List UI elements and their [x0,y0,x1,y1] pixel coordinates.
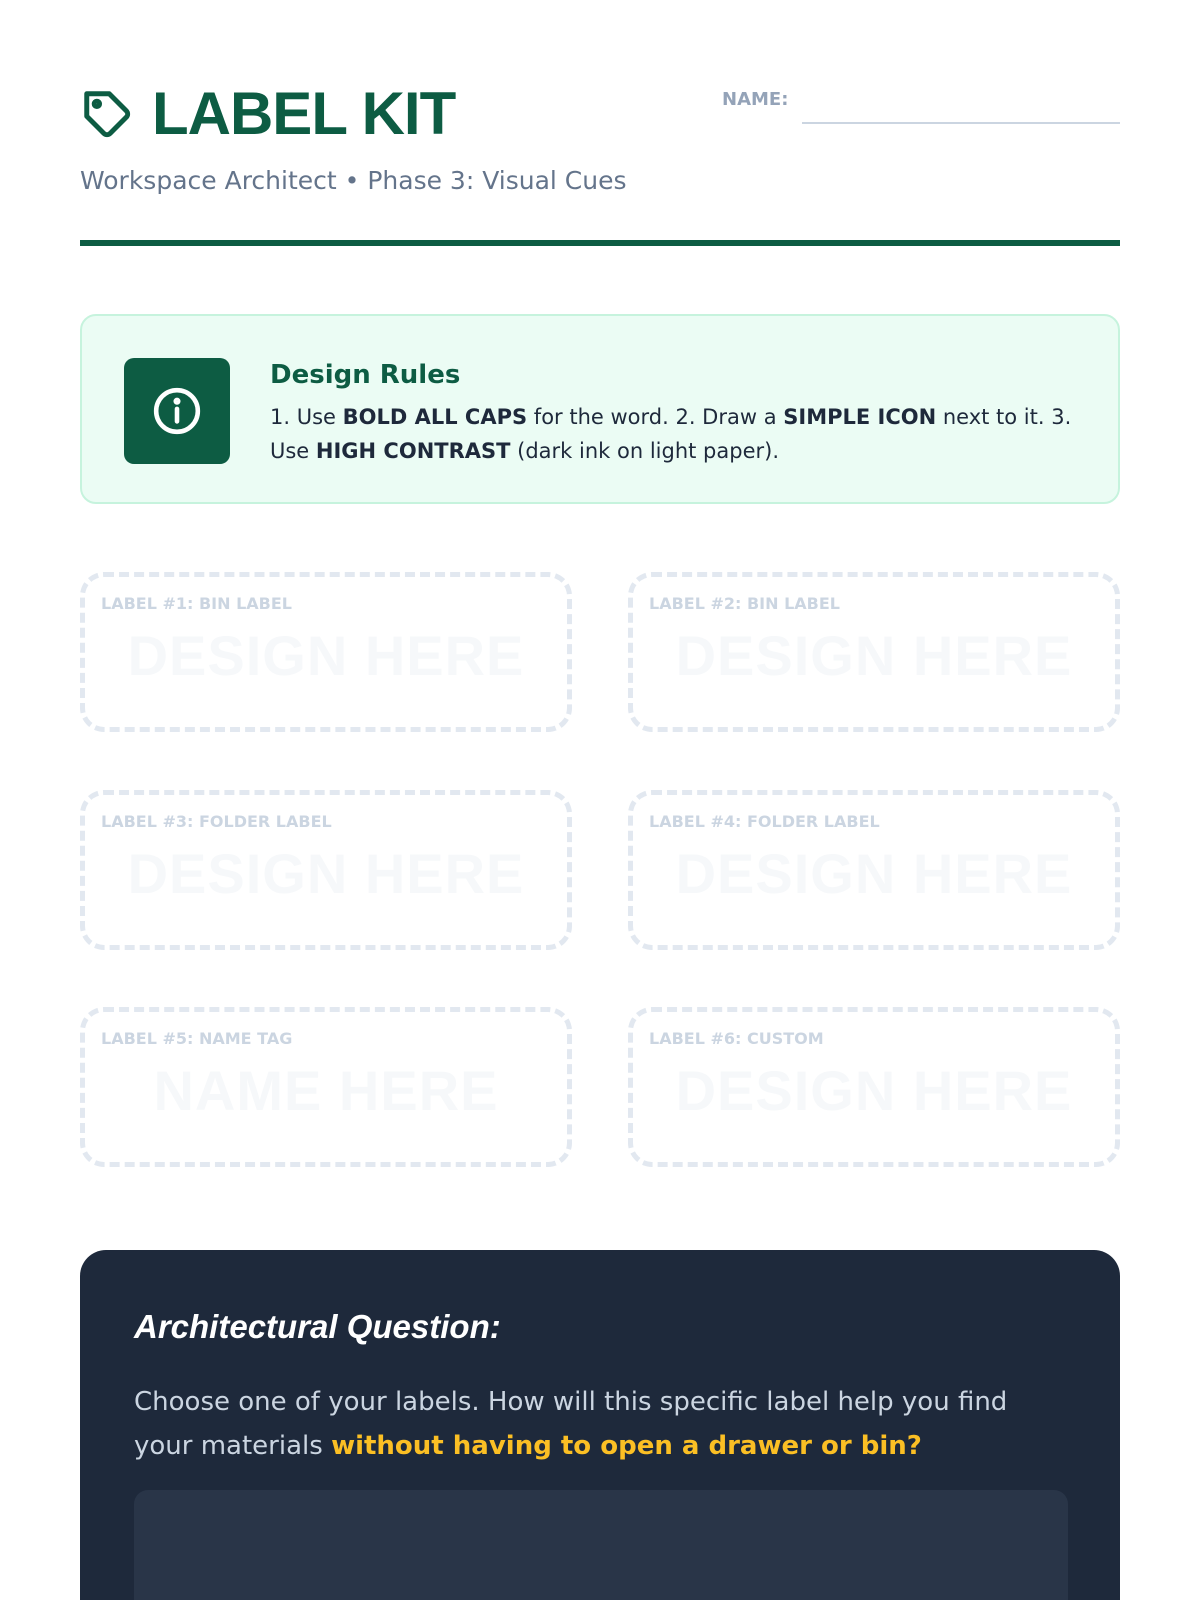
worksheet-header [80,80,1120,248]
page-subtitle: Workspace Architect • Phase 3: Visual Cues [80,166,627,195]
label-placeholder: DESIGN HERE [127,842,525,905]
name-write-line[interactable] [802,122,1120,124]
question-text: Choose one of your labels. How will this specific label help you find your materials without having to open a drawer or bin? [134,1387,1008,1461]
question-title: Architectural Question: [134,1308,501,1345]
info-icon [124,358,230,464]
label-tag: LABEL #1: BIN LABEL [101,594,292,613]
label-box-5[interactable] [80,1007,572,1167]
label-box-6[interactable] [628,1007,1120,1167]
rules-title: Design Rules [270,360,461,390]
name-label: NAME: [722,89,789,110]
label-tag: LABEL #4: FOLDER LABEL [649,812,880,831]
header-divider [80,240,1120,246]
answer-area[interactable] [134,1490,1068,1600]
question-highlight: without having to open a drawer or bin? [331,1431,922,1461]
label-placeholder: DESIGN HERE [127,624,525,687]
label-tag: LABEL #3: FOLDER LABEL [101,812,332,831]
label-box-3[interactable] [80,790,572,950]
label-placeholder: NAME HERE [153,1059,499,1122]
page-title: LABEL KIT [152,80,456,147]
label-tag: LABEL #6: CUSTOM [649,1029,824,1048]
architectural-question-panel [80,1250,1120,1600]
brand [80,80,456,147]
label-tag: LABEL #2: BIN LABEL [649,594,840,613]
label-placeholder: DESIGN HERE [675,1059,1073,1122]
label-placeholder: DESIGN HERE [675,624,1073,687]
label-box-1[interactable] [80,572,572,732]
design-rules-callout [80,314,1120,504]
rules-text: 1. Use BOLD ALL CAPS for the word. 2. Draw a SIMPLE ICON next to it. 3. Use HIGH CONTRAST (dark ink on light paper). [270,405,1072,463]
label-box-2[interactable] [628,572,1120,732]
name-field[interactable] [722,86,1120,122]
label-box-4[interactable] [628,790,1120,950]
label-tag: LABEL #5: NAME TAG [101,1029,293,1048]
label-placeholder: DESIGN HERE [675,842,1073,905]
tag-icon [80,87,134,141]
